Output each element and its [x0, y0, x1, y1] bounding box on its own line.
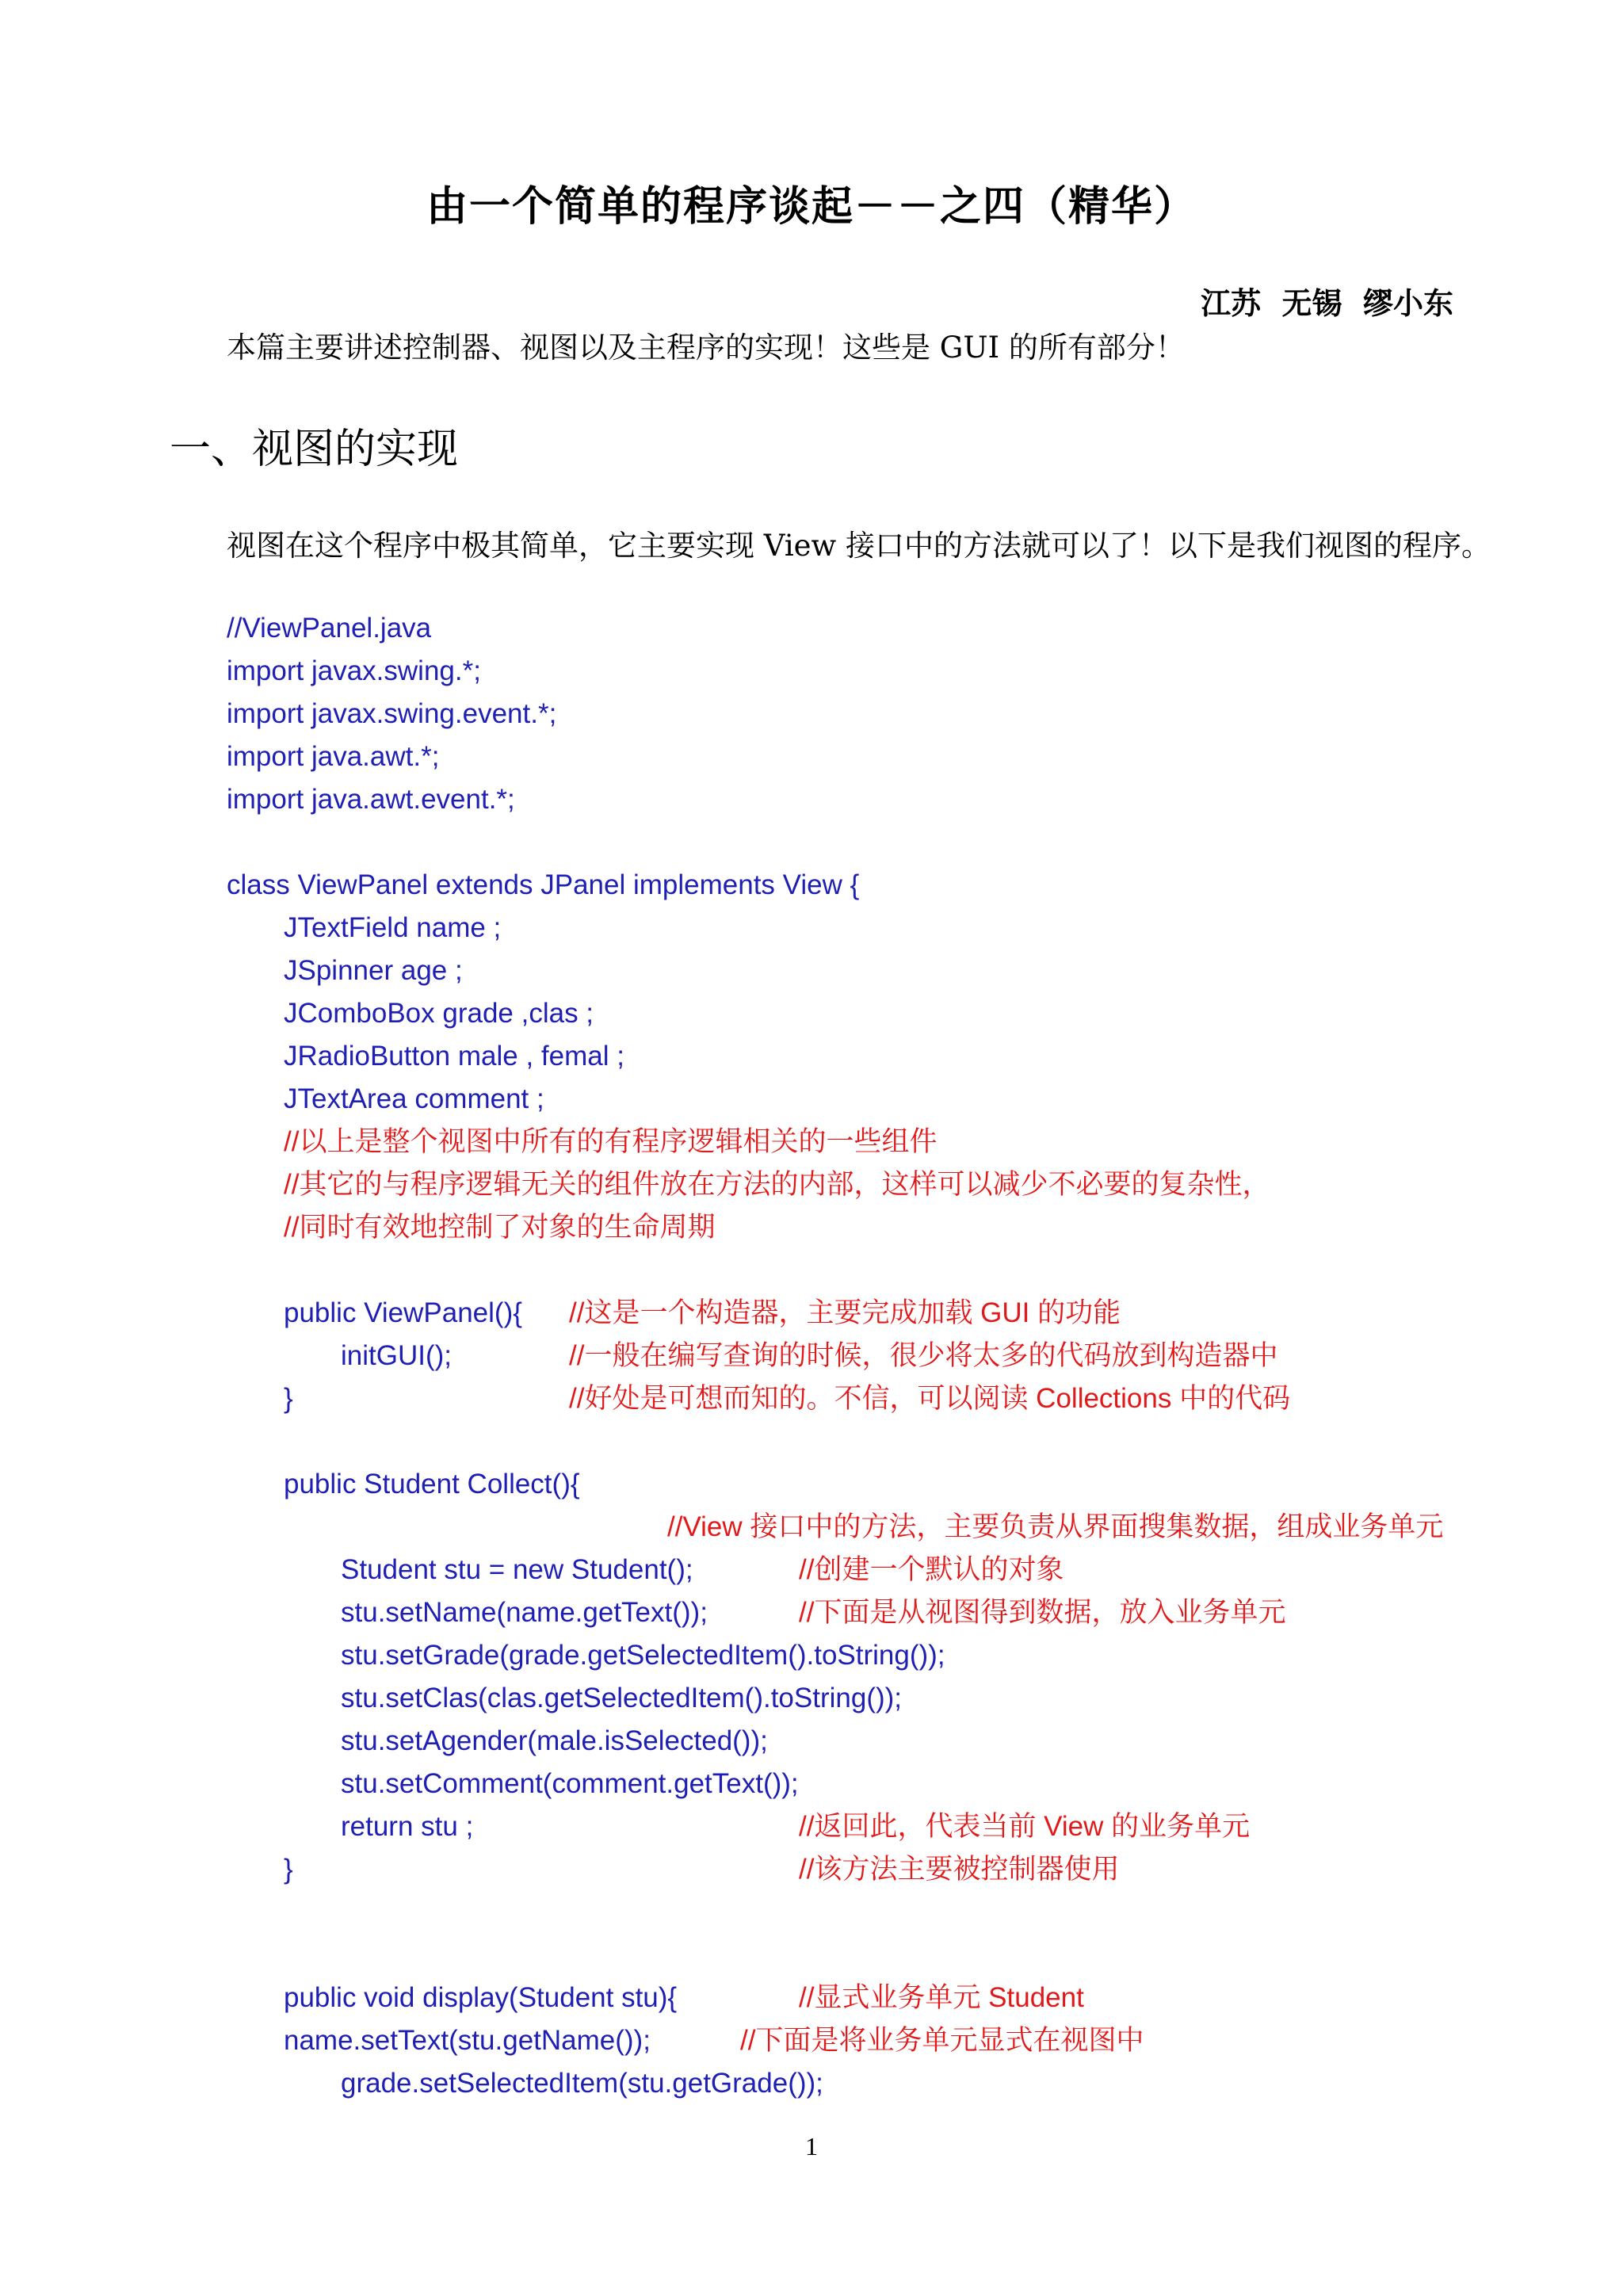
code-method-declaration: public Student Collect(){	[284, 1469, 580, 1499]
code-comment-line: //View 接口中的方法，主要负责从界面搜集数据，组成业务单元	[667, 1511, 1444, 1542]
code-statement-line: stu.setComment(comment.getText());	[341, 1768, 799, 1799]
code-comment-line: //下面是将业务单元显式在视图中	[740, 2025, 1144, 2056]
code-comment-line: //其它的与程序逻辑无关的组件放在方法的内部，这样可以减少不必要的复杂性，	[284, 1169, 1270, 1200]
code-comment-line: //一般在编写查询的时候，很少将太多的代码放到构造器中	[569, 1340, 1278, 1371]
code-comment-line: //该方法主要被控制器使用	[799, 1854, 1120, 1885]
author-line: 江苏 无锡 缪小东	[1201, 285, 1453, 321]
code-comment-line: //以上是整个视图中所有的有程序逻辑相关的一些组件	[284, 1126, 938, 1157]
code-constructor-declaration: public ViewPanel(){	[284, 1297, 522, 1328]
code-statement-line: stu.setClas(clas.getSelectedItem().toString());	[341, 1683, 903, 1713]
code-comment-line: //显式业务单元 Student	[799, 1982, 1084, 2013]
page-number: 1	[805, 2132, 818, 2160]
code-statement-line: Student stu = new Student();	[341, 1554, 693, 1585]
code-statement-line: stu.setName(name.getText());	[341, 1597, 708, 1628]
code-comment-line: //返回此，代表当前 View 的业务单元	[799, 1811, 1251, 1842]
code-comment-line: //好处是可想而知的。不信，可以阅读 Collections 中的代码	[569, 1383, 1291, 1414]
intro-paragraph: 本篇主要讲述控制器、视图以及主程序的实现！这些是 GUI 的所有部分！	[227, 330, 1185, 365]
code-field-line: JSpinner age ;	[284, 955, 463, 986]
code-file-comment: //ViewPanel.java	[227, 613, 432, 644]
code-field-line: JRadioButton male , femal ;	[284, 1041, 624, 1072]
code-method-declaration: public void display(Student stu){	[284, 1982, 678, 2013]
section-heading: 一、视图的实现	[170, 426, 459, 473]
code-class-declaration: class ViewPanel extends JPanel implements View {	[227, 869, 860, 900]
code-comment-line: //创建一个默认的对象	[799, 1554, 1064, 1585]
code-comment-line: //下面是从视图得到数据，放入业务单元	[799, 1597, 1286, 1628]
code-import-line: import java.awt.*;	[227, 741, 440, 772]
code-import-line: import javax.swing.*;	[227, 655, 481, 686]
code-statement-line: name.setText(stu.getName());	[284, 2025, 651, 2056]
code-statement-line: return stu ;	[341, 1811, 474, 1842]
code-comment-line: //这是一个构造器，主要完成加载 GUI 的功能	[569, 1297, 1121, 1328]
code-import-line: import java.awt.event.*;	[227, 784, 515, 815]
code-closing-brace: }	[284, 1854, 293, 1885]
code-field-line: JComboBox grade ,clas ;	[284, 998, 594, 1029]
code-statement-line: grade.setSelectedItem(stu.getGrade());	[341, 2068, 823, 2099]
code-statement-line: initGUI();	[341, 1340, 452, 1371]
code-statement-line: stu.setGrade(grade.getSelectedItem().toString());	[341, 1640, 945, 1671]
section-paragraph: 视图在这个程序中极其简单，它主要实现 View 接口中的方法就可以了！以下是我们视图的程序。	[227, 529, 1491, 563]
code-statement-line: stu.setAgender(male.isSelected());	[341, 1725, 768, 1756]
document-title: 由一个简单的程序谈起－－之四（精华）	[426, 183, 1197, 231]
code-field-line: JTextArea comment ;	[284, 1083, 544, 1114]
code-comment-line: //同时有效地控制了对象的生命周期	[284, 1212, 716, 1243]
code-import-line: import javax.swing.event.*;	[227, 698, 557, 729]
code-closing-brace: }	[284, 1383, 293, 1414]
code-field-line: JTextField name ;	[284, 912, 502, 943]
